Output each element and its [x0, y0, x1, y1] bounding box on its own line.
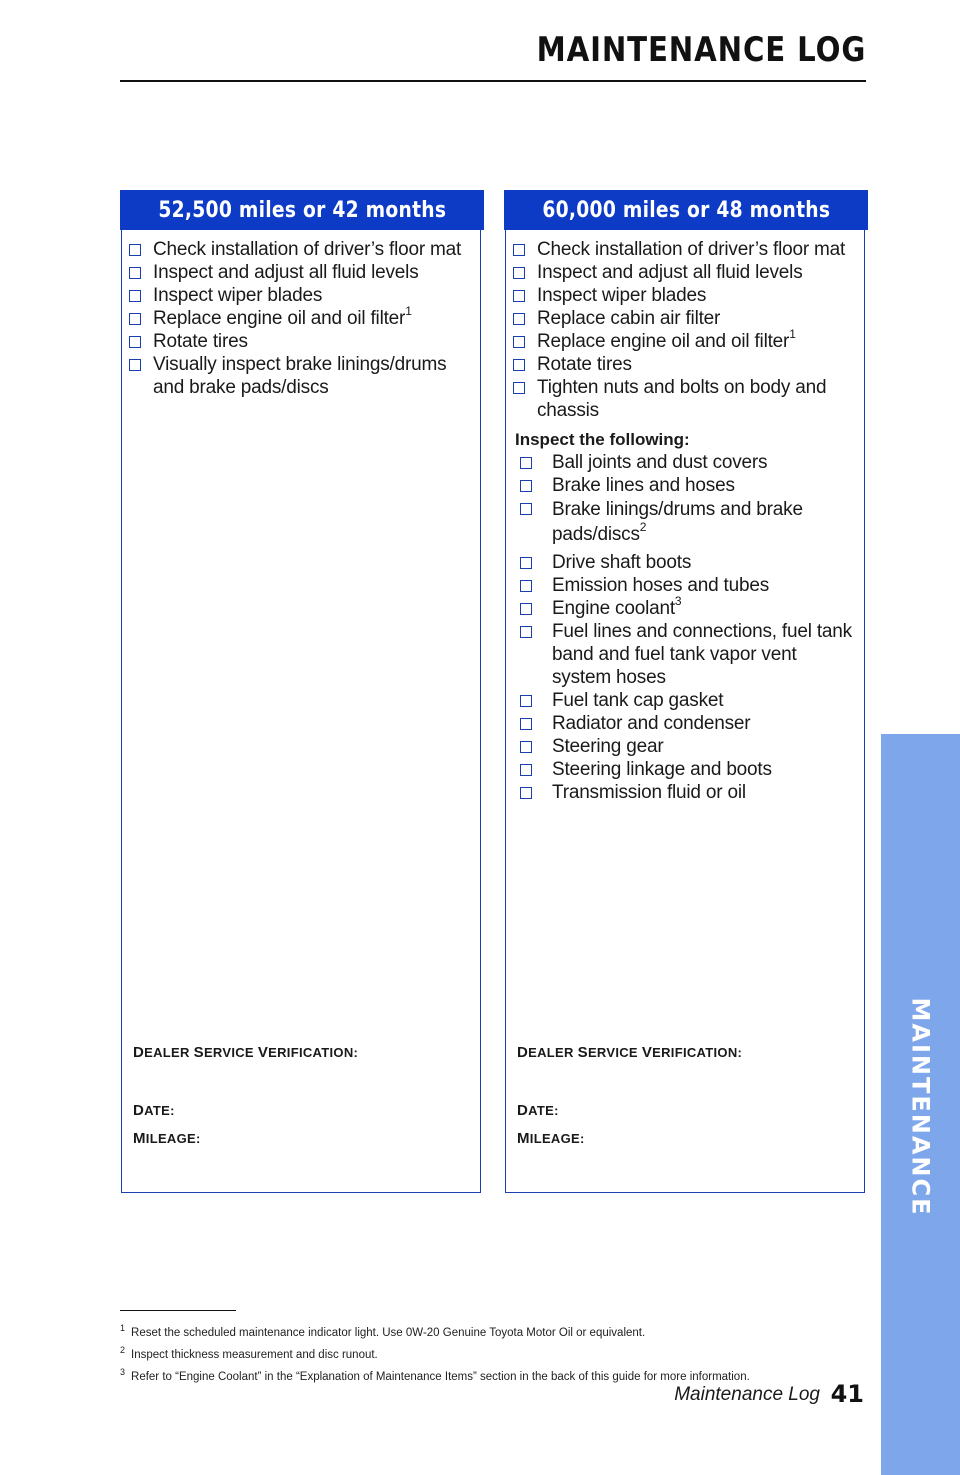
date-label: DATE: [517, 1102, 559, 1119]
checklist-item: Inspect and adjust all fluid levels [512, 261, 858, 284]
page-title: MAINTENANCE LOG [536, 30, 866, 70]
checkbox-icon[interactable] [520, 626, 532, 638]
checklist-item: Check installation of driver’s floor mat [128, 238, 474, 261]
checklist-item: Brake linings/drums and brake pads/discs$^2$ [514, 497, 858, 547]
panel-52500 [121, 191, 481, 1193]
checklist-item: Ball joints and dust covers [514, 451, 858, 474]
checkbox-icon[interactable] [129, 313, 141, 325]
checkbox-icon[interactable] [520, 503, 532, 515]
checklist-item: Engine coolant$^3$ [514, 597, 858, 620]
side-tab-label: MAINTENANCE [906, 997, 935, 1217]
checkbox-icon[interactable] [129, 336, 141, 348]
checklist-item: Replace engine oil and oil filter$^1$ [128, 307, 474, 330]
mileage-label: MILEAGE: [133, 1130, 201, 1147]
checklist-item: Brake lines and hoses [514, 474, 858, 497]
checklist-item: Steering linkage and boots [514, 758, 858, 781]
checklist-item: Rotate tires [512, 353, 858, 376]
checklist-item: Emission hoses and tubes [514, 574, 858, 597]
footnote-rule [120, 1310, 236, 1311]
title-rule [120, 80, 866, 82]
footnote-ref: 3 [674, 593, 682, 608]
checkbox-icon[interactable] [513, 244, 525, 256]
checklist [128, 238, 474, 399]
checklist-item: Steering gear [514, 735, 858, 758]
checkbox-icon[interactable] [513, 359, 525, 371]
footnote: $^2$ Inspect thickness measurement and disc runout. [120, 1344, 378, 1361]
checkbox-icon[interactable] [513, 267, 525, 279]
mileage-label: MILEAGE: [517, 1130, 585, 1147]
footnote: $^1$ Reset the scheduled maintenance indicator light. Use 0W-20 Genuine Toyota Motor Oil or equivalent. [120, 1323, 646, 1339]
checkbox-icon[interactable] [520, 764, 532, 776]
checklist-item: Rotate tires [128, 330, 474, 353]
checkbox-icon[interactable] [129, 267, 141, 279]
panel-header [120, 190, 484, 230]
footer-section-name: Maintenance Log [674, 1384, 820, 1405]
checklist-item: Replace cabin air filter [512, 307, 858, 330]
checklist-item: Inspect and adjust all fluid levels [128, 261, 474, 284]
checkbox-icon[interactable] [520, 718, 532, 730]
dealer-verification-label: DEALER SERVICE VERIFICATION: [517, 1044, 743, 1061]
checklist-item: Inspect wiper blades [512, 284, 858, 307]
footnote-ref: 1 [789, 326, 796, 341]
checkbox-icon[interactable] [520, 695, 532, 707]
checklist-item: Transmission fluid or oil [514, 781, 858, 804]
checklist-item: Radiator and condenser [514, 712, 858, 735]
panel-header-text: 60,000 miles or 48 months [542, 197, 830, 223]
footnote: $^3$ Refer to “Engine Coolant” in the “Explanation of Maintenance Items” section in the back of this guide for more information. [120, 1366, 750, 1383]
date-label: DATE: [133, 1102, 175, 1119]
checklist-item: Check installation of driver’s floor mat [512, 238, 858, 261]
checklist [512, 238, 858, 804]
checkbox-icon[interactable] [520, 580, 532, 592]
checkbox-icon[interactable] [520, 457, 532, 469]
checklist-item: Fuel tank cap gasket [514, 689, 858, 712]
footnote-ref: 2 [639, 519, 647, 534]
checklist-item: Tighten nuts and bolts on body and chassis [512, 376, 858, 422]
checkbox-icon[interactable] [520, 603, 532, 615]
checkbox-icon[interactable] [129, 290, 141, 302]
checkbox-icon[interactable] [520, 557, 532, 569]
checklist-item: Drive shaft boots [514, 551, 858, 574]
panel-header [504, 190, 868, 230]
checklist-item: Replace engine oil and oil filter$^1$ [512, 330, 858, 353]
inspect-header: Inspect the following: [515, 430, 690, 449]
checkbox-icon[interactable] [513, 382, 525, 394]
checkbox-icon[interactable] [513, 336, 525, 348]
checkbox-icon[interactable] [129, 359, 141, 371]
checkbox-icon[interactable] [520, 787, 532, 799]
checkbox-icon[interactable] [513, 313, 525, 325]
footnote-ref: 1 [405, 303, 412, 318]
footnotes [120, 1320, 880, 1385]
panel-header-text: 52,500 miles or 42 months [158, 197, 446, 223]
page-number: 41 [830, 1380, 864, 1408]
panel-60000 [505, 191, 865, 1193]
checkbox-icon[interactable] [513, 290, 525, 302]
checklist-item: Fuel lines and connections, fuel tank band and fuel tank vapor vent system hoses [514, 620, 858, 689]
dealer-verification-label: DEALER SERVICE VERIFICATION: [133, 1044, 359, 1061]
checkbox-icon[interactable] [520, 741, 532, 753]
checklist-item: Visually inspect brake linings/drums and brake pads/discs [128, 353, 474, 399]
checklist-item: Inspect wiper blades [128, 284, 474, 307]
checkbox-icon[interactable] [129, 244, 141, 256]
checkbox-icon[interactable] [520, 480, 532, 492]
